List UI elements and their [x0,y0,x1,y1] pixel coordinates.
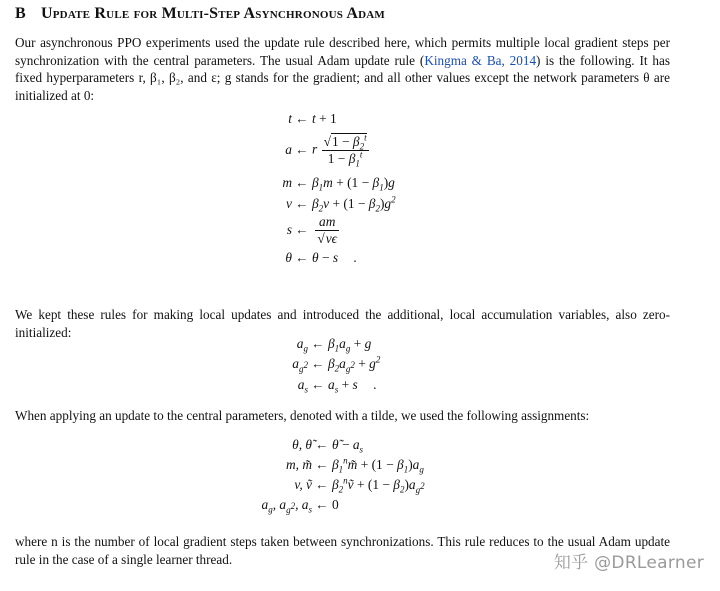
intro-text-before: Our asynchronous PPO experiments used the update rule described here, which permits multiple local gradient steps per synchronization with the central parameters. The usual Adam update rule ( [15,35,670,68]
eq-central-v: v, ṽ ← $\beta_2^nṽ + (1 - \beta_2)a_{g^2}$ [294,475,425,495]
watermark: 知乎 @DRLearner [553,553,704,573]
eq-ag-update: $a_g$ ← $\beta_1a_g + g$ [296,336,372,354]
central-paragraph: When applying an update to the central parameters, denoted with a tilde, we used the following assignments: [15,408,590,423]
eq-ag2-update: $a_{g^2}$ ← $\beta_2a_{g^2} + g^2$ [292,354,381,374]
eq-central-theta: θ, θ̃ ← θ̃ − $a_s$ [292,437,364,455]
eq-t-update: t ← t + 1 [288,111,337,126]
eq-central-reset: $a_g$, $a_{g^2}$, $a_s$ ← 0 [261,497,339,515]
eq-a-update: a ← r $\frac{√1 - \beta_2^t}{1 - \beta_1^t}$ [285,132,367,169]
intro-paragraph [15,34,670,104]
eq-s-update: s ← $\frac{am}{√v\epsilon}$ [286,214,338,246]
intro-text-after: ) is the following. It has fixed hyperparameters r, β₁, β₂, and ε; g stands for the gradient; and all other values except the network parameters θ are initialized at 0: [15,52,670,103]
local-paragraph: We kept these rules for making local updates and introduced the additional, local accumulation variables, also zero-initialized: [15,307,670,340]
section-heading [15,5,385,23]
closing-paragraph: where n is the number of local gradient steps taken between synchronizations. This rule reduces to the usual Adam update rule in the case of a single learner thread. [15,534,670,567]
eq-central-m: m, m̃ ← $\beta_1^nm̃ + (1 - \beta_1)a_g$ [285,455,424,475]
section-number: B [15,5,26,22]
eq-m-update: m ← $\beta_1m + (1 - \beta_1)g$ [282,175,395,193]
eq-v-update: v ← $\beta_2v + (1 - \beta_2)g^2$ [286,194,396,214]
eq-theta-update: θ ← θ − s . [285,250,357,265]
section-title: Update Rule for Multi-Step Asynchronous Adam [41,5,386,22]
eq-as-update: $a_s$ ← $a_s + s$ . [297,377,377,395]
citation-link[interactable]: Kingma & Ba, 2014 [424,52,537,68]
